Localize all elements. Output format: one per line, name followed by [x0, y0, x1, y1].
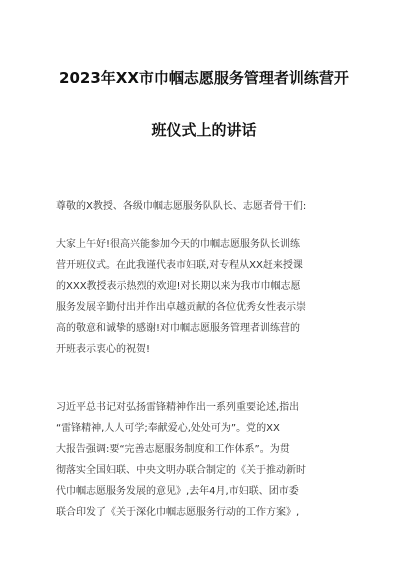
document-title-line-1: 2023年XX市巾帼志愿服务管理者训练营开	[59, 69, 349, 87]
paragraph-line: 尊敬的X教授、各级巾帼志愿服务队队长、志愿者骨干们:	[56, 201, 307, 212]
paragraph-line: 联合印发了《关于深化巾帼志愿服务行动的工作方案》,	[56, 507, 300, 518]
paragraph-line: 习近平总书记对弘扬雷锋精神作出一系列重要论述,指出	[56, 402, 300, 413]
paragraph-line: 大家上午好!很高兴能参加今天的巾帼志愿服务队长训练	[56, 239, 301, 250]
paragraph-line: 开班表示衷心的祝贺!	[56, 344, 151, 355]
paragraph-line: 高的敬意和诚挚的感谢!对巾帼志愿服务管理者训练营的	[56, 323, 301, 334]
body-paragraph	[56, 397, 356, 523]
paragraph-line: 营开班仪式。在此我谨代表市妇联,对专程从XX赶来授课	[56, 260, 303, 271]
paragraph-line: 服务发展辛勤付出并作出卓越贡献的各位优秀女性表示崇	[56, 302, 306, 313]
paragraph-line: 大报告强调:要“完善志愿服务制度和工作体系”。为贯	[56, 444, 290, 455]
salutation-paragraph	[56, 196, 356, 217]
paragraph-line: 代巾帼志愿服务发展的意见》,去年4月,市妇联、团市委	[56, 486, 299, 497]
document-title-line-2: 班仪式上的讲话	[151, 121, 257, 139]
paragraph-line: “雷锋精神,人人可学;奉献爱心,处处可为”。党的XX	[56, 423, 280, 434]
paragraph-line: 彻落实全国妇联、中央文明办联合制定的《关于推动新时	[56, 465, 306, 476]
greeting-paragraph	[56, 234, 356, 360]
paragraph-line: 的XXX教授表示热烈的欢迎!对长期以来为我市巾帼志愿	[56, 281, 301, 292]
